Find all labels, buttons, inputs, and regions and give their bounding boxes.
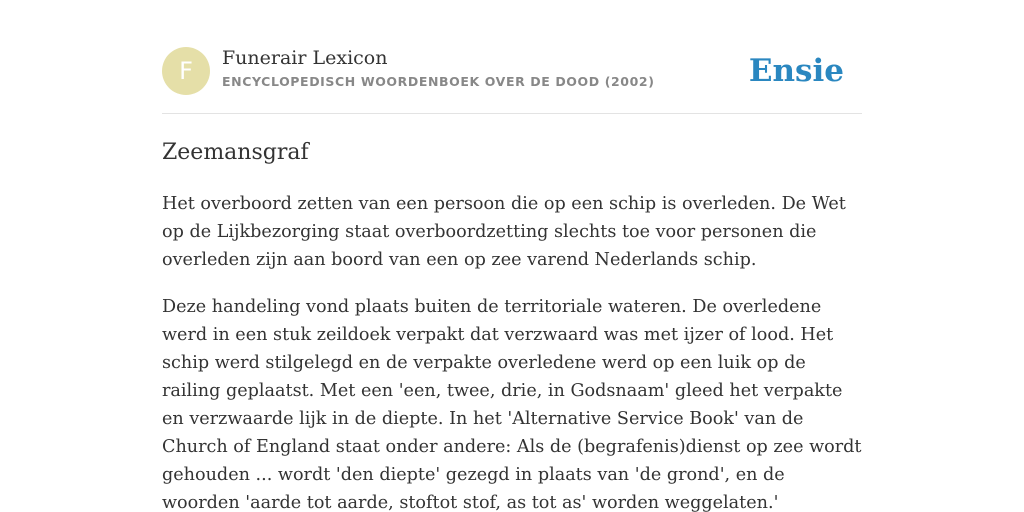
entry-title: Zeemansgraf <box>162 140 309 165</box>
entry-paragraph: Deze handeling vond plaats buiten de territoriale wateren. De overledene werd in een stuk zeildoek verpakt dat verzwaard was met ijzer of lood. Het schip werd stilgelegd en de verpakte overledene werd op een luik op de railing geplaatst. Met een 'een, twee, drie, in Godsnaam' gleed het verpakte en verzwaarde lijk in de diepte. In het 'Alternative Service Book' van de Church of England staat onder andere: Als de (begrafenis)dienst op zee wordt gehouden ... wordt 'den diepte' gezegd in plaats van 'de grond', en de woorden 'aarde tot aarde, stoftot stof, as tot as' worden weggelaten.' <box>162 297 862 512</box>
header-divider <box>162 113 862 114</box>
entry-body <box>162 190 866 512</box>
ensie-logo[interactable]: Ensie <box>748 53 844 89</box>
entry-paragraph: Het overboord zetten van een persoon die op een schip is overleden. De Wet op de Lijkbezorging staat overboordzetting slechts toe voor personen die overleden zijn aan boord van een op zee varend Nederlands schip. <box>162 194 846 270</box>
source-header <box>162 46 862 96</box>
source-subtitle: ENCYCLOPEDISCH WOORDENBOEK OVER DE DOOD (2002) <box>222 74 655 89</box>
source-title[interactable]: Funerair Lexicon <box>222 47 388 69</box>
source-avatar[interactable]: F <box>162 47 210 95</box>
